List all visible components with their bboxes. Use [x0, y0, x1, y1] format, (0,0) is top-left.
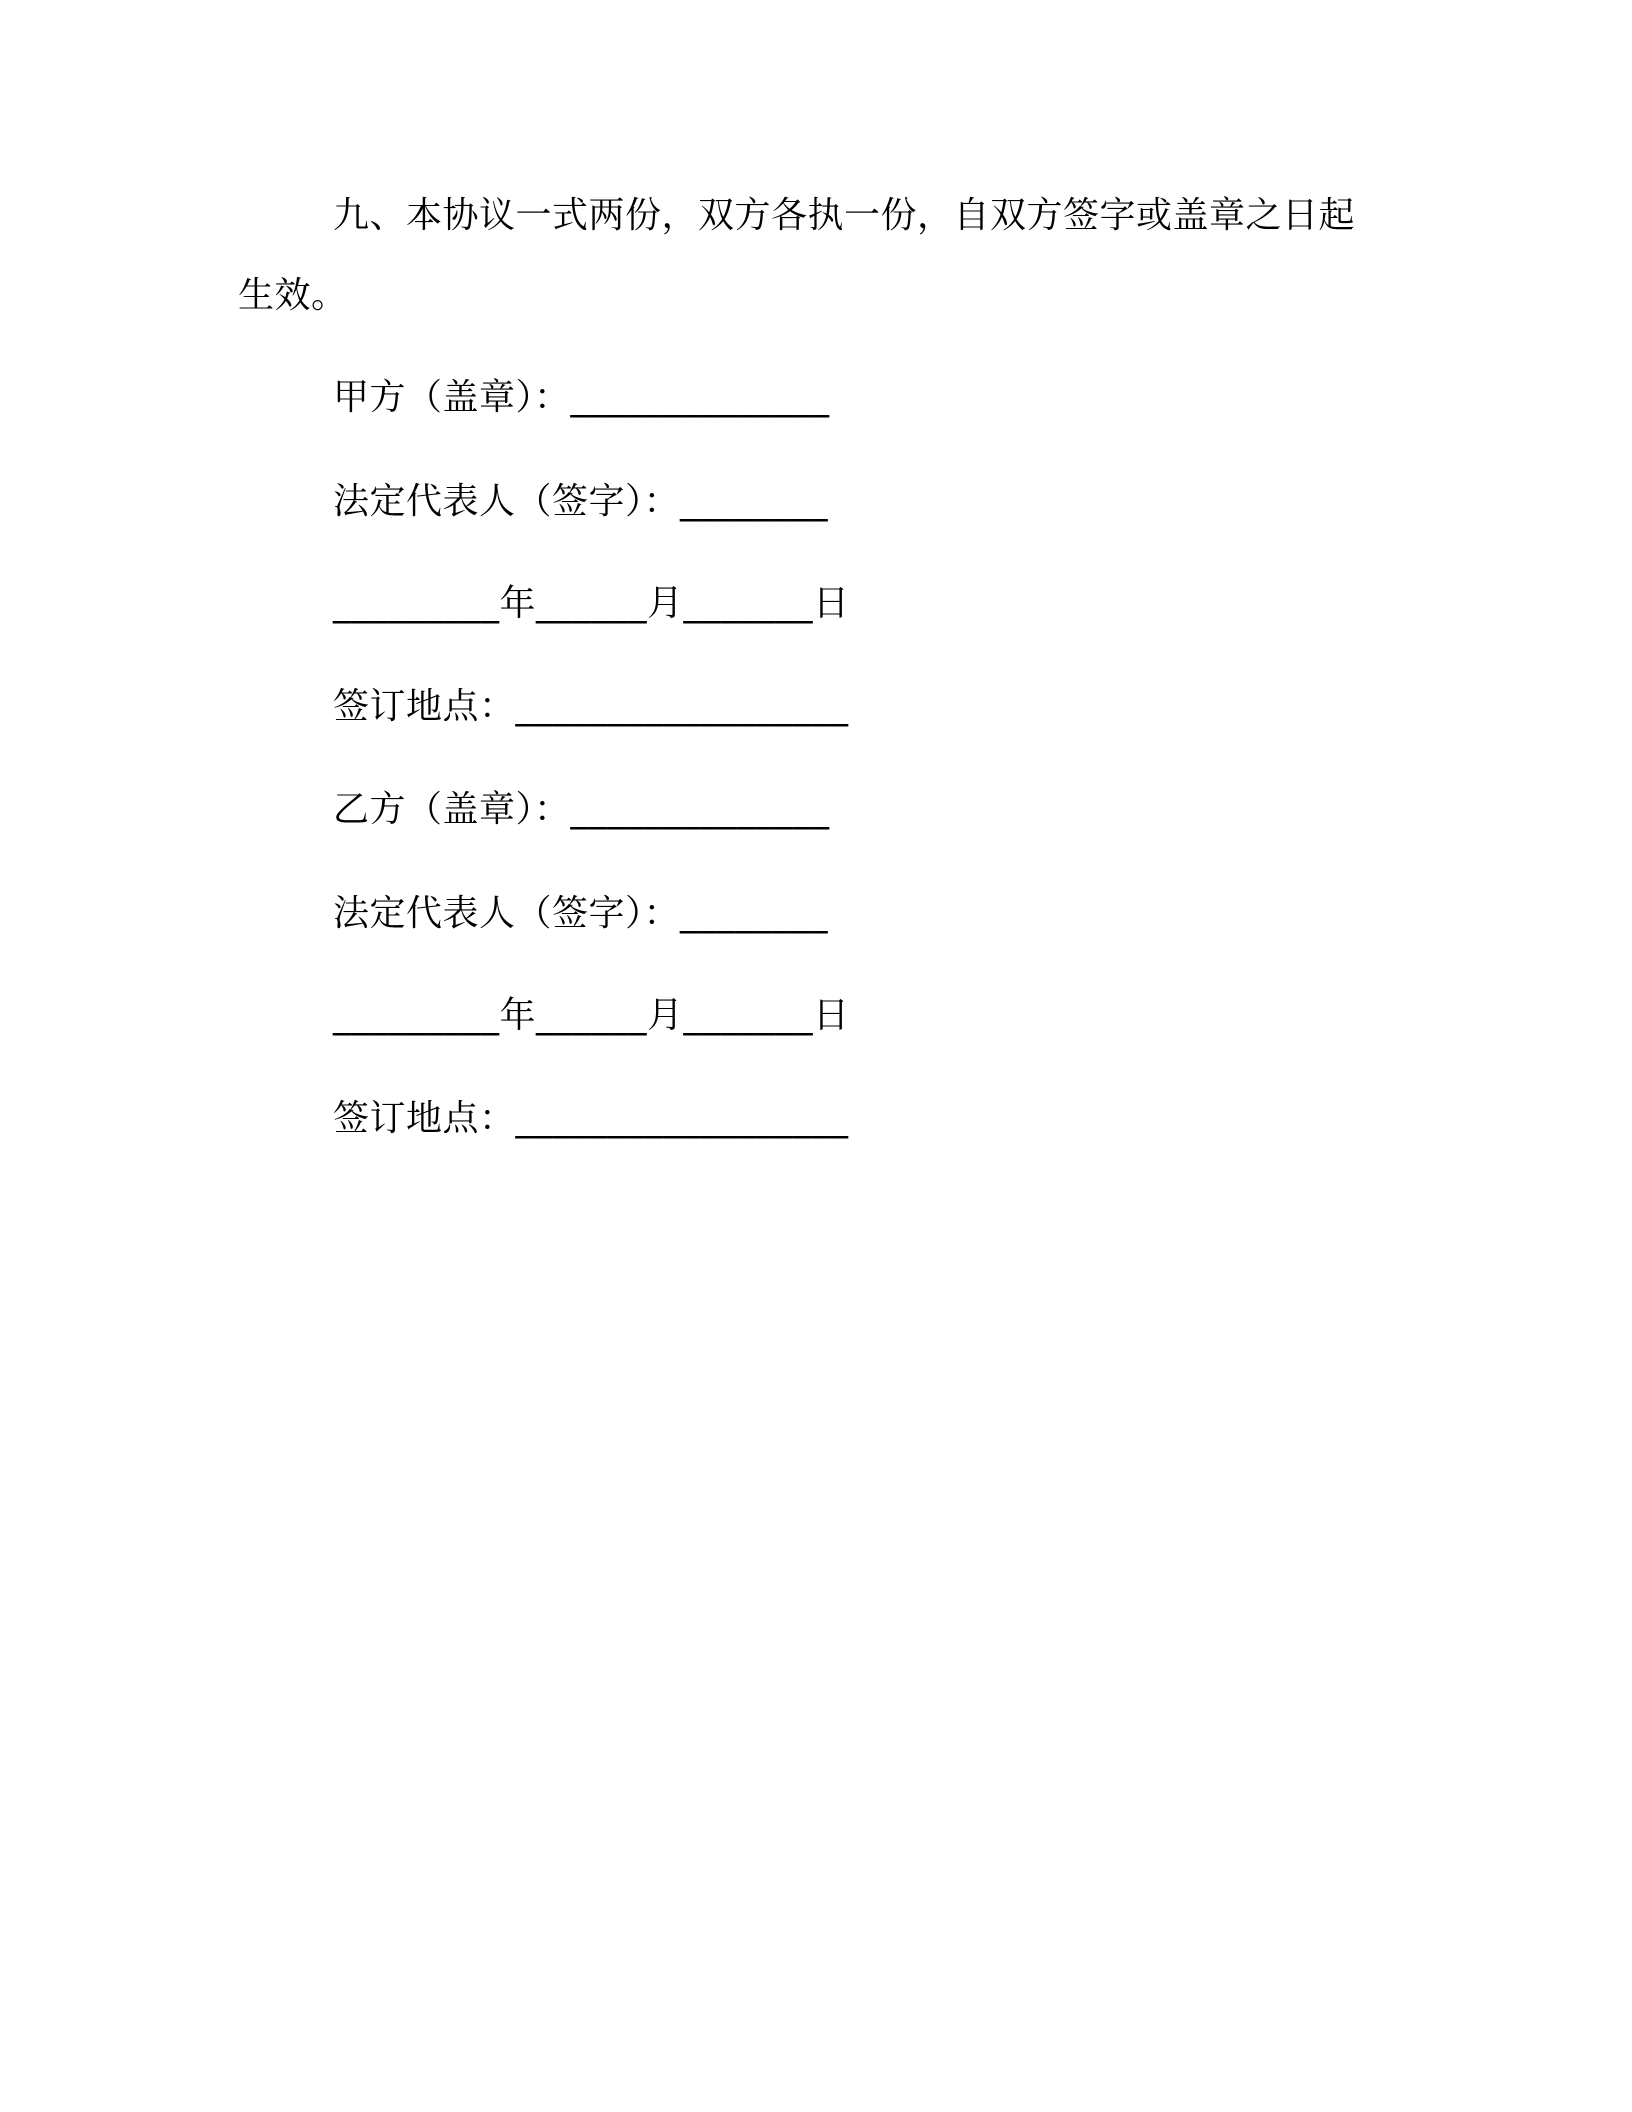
- party-b-date-field: _________年______月_______日: [333, 995, 850, 1036]
- party-a-representative-field: 法定代表人（签字）：________: [333, 481, 829, 522]
- clause-nine-line-2: 生效。: [238, 275, 348, 316]
- party-a-seal-field: 甲方（盖章）：______________: [333, 377, 830, 418]
- clause-nine-line-1: 九、本协议一式两份，双方各执一份，自双方签字或盖章之日起: [333, 195, 1356, 236]
- party-a-date-field: _________年______月_______日: [333, 583, 850, 624]
- party-b-place-field: 签订地点：__________________: [333, 1098, 849, 1139]
- party-b-seal-field: 乙方（盖章）：______________: [333, 789, 830, 830]
- party-b-representative-field: 法定代表人（签字）：________: [333, 893, 829, 934]
- party-a-place-field: 签订地点：__________________: [333, 686, 849, 727]
